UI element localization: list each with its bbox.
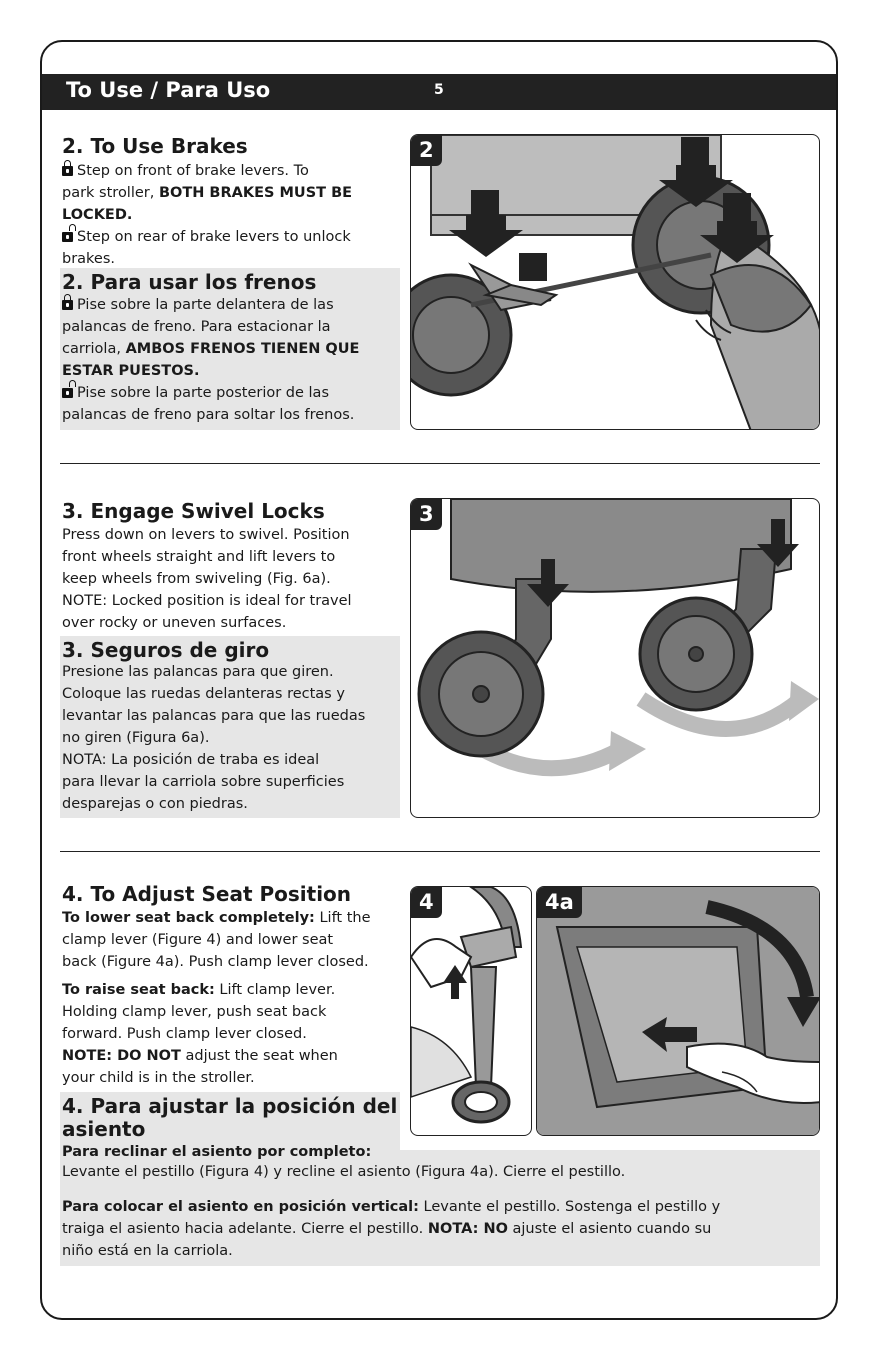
- seat-text-es-3: Para colocar el asiento en posición vertical: Levante el pestillo. Sostenga el pestillo y: [62, 1199, 721, 1215]
- seat-text-en-2: clamp lever (Figure 4) and lower seat: [62, 932, 334, 948]
- unlocked-lock-icon: [62, 388, 73, 398]
- swivel-heading-es: 3. Seguros de giro: [62, 638, 270, 662]
- figure-3-swivel: [410, 498, 820, 818]
- seat-text-es-4: traiga el asiento hacia adelante. Cierre el pestillo. NOTA: NO ajuste el asiento cuando su: [62, 1221, 712, 1237]
- brakes-text-en-1: Step on front of brake levers. To: [62, 160, 309, 182]
- seat-recline-illustration: [537, 887, 820, 1136]
- unlocked-lock-icon: [62, 232, 73, 242]
- swivel-heading-en: 3. Engage Swivel Locks: [62, 499, 325, 523]
- page-title: To Use / Para Uso: [66, 78, 271, 102]
- brakes-text-en-3: LOCKED.: [62, 207, 133, 223]
- seat-text-en-4: To raise seat back: Lift clamp lever.: [62, 982, 336, 998]
- swivel-text-es-3: levantar las palancas para que las ruedas: [62, 708, 366, 724]
- clamp-lever-illustration: [411, 887, 532, 1136]
- brakes-text-es-6: palancas de freno para soltar los frenos.: [62, 407, 355, 423]
- brakes-heading-en: 2. To Use Brakes: [62, 134, 248, 158]
- seat-text-en-8: your child is in the stroller.: [62, 1070, 255, 1086]
- seat-text-en-7: NOTE: DO NOT adjust the seat when: [62, 1048, 338, 1064]
- swivel-text-en-5: over rocky or uneven surfaces.: [62, 615, 287, 631]
- figure-badge: 4: [411, 887, 442, 918]
- locked-lock-icon: [62, 300, 73, 310]
- seat-text-es-2: Levante el pestillo (Figura 4) y recline el asiento (Figura 4a). Cierre el pestillo.: [62, 1164, 626, 1180]
- brakes-text-es-3: carriola, AMBOS FRENOS TIENEN QUE: [62, 341, 360, 357]
- brakes-text-es-4: ESTAR PUESTOS.: [62, 363, 200, 379]
- locked-lock-icon: [62, 166, 73, 176]
- seat-heading-en: 4. To Adjust Seat Position: [62, 882, 352, 906]
- swivel-text-en-4: NOTE: Locked position is ideal for travel: [62, 593, 352, 609]
- swivel-text-es-1: Presione las palancas para que giren.: [62, 664, 334, 680]
- seat-heading-es-1: 4. Para ajustar la posición del: [62, 1094, 398, 1118]
- section-divider: [60, 463, 820, 464]
- brakes-text-en-5: brakes.: [62, 251, 116, 267]
- page-number: 5: [434, 82, 444, 98]
- brakes-text-es-1: Pise sobre la parte delantera de las: [62, 294, 334, 316]
- seat-text-en-6: forward. Push clamp lever closed.: [62, 1026, 307, 1042]
- swivel-text-en-3: keep wheels from swiveling (Fig. 6a).: [62, 571, 331, 587]
- figure-4a-recline: [536, 886, 820, 1136]
- swivel-illustration: [411, 499, 820, 818]
- swivel-text-en-1: Press down on levers to swivel. Position: [62, 527, 350, 543]
- figure-2-brakes: [410, 134, 820, 430]
- swivel-text-en-2: front wheels straight and lift levers to: [62, 549, 336, 565]
- seat-text-en-3: back (Figure 4a). Push clamp lever closed.: [62, 954, 369, 970]
- swivel-text-es-5: NOTA: La posición de traba es ideal: [62, 752, 320, 768]
- figure-4-clamp: [410, 886, 532, 1136]
- figure-badge: 3: [411, 499, 442, 530]
- swivel-text-es-6: para llevar la carriola sobre superficies: [62, 774, 345, 790]
- brakes-text-en-2: park stroller, BOTH BRAKES MUST BE: [62, 185, 353, 201]
- brakes-text-es-5: Pise sobre la parte posterior de las: [62, 382, 329, 404]
- swivel-text-es-4: no giren (Figura 6a).: [62, 730, 210, 746]
- seat-text-en-1: To lower seat back completely: Lift the: [62, 910, 371, 926]
- brakes-heading-es: 2. Para usar los frenos: [62, 270, 317, 294]
- seat-heading-es-2: asiento: [62, 1117, 146, 1141]
- figure-badge: 4a: [537, 887, 582, 918]
- swivel-text-es-2: Coloque las ruedas delanteras rectas y: [62, 686, 345, 702]
- swivel-text-es-7: desparejas o con piedras.: [62, 796, 248, 812]
- brake-illustration: [411, 135, 820, 430]
- brakes-text-es-2: palancas de freno. Para estacionar la: [62, 319, 331, 335]
- seat-text-en-5: Holding clamp lever, push seat back: [62, 1004, 327, 1020]
- section-divider: [60, 851, 820, 852]
- brakes-text-en-4: Step on rear of brake levers to unlock: [62, 226, 351, 248]
- seat-text-es-5: niño está en la carriola.: [62, 1243, 233, 1259]
- seat-text-es-1: Para reclinar el asiento por completo:: [62, 1144, 372, 1160]
- figure-badge: 2: [411, 135, 442, 166]
